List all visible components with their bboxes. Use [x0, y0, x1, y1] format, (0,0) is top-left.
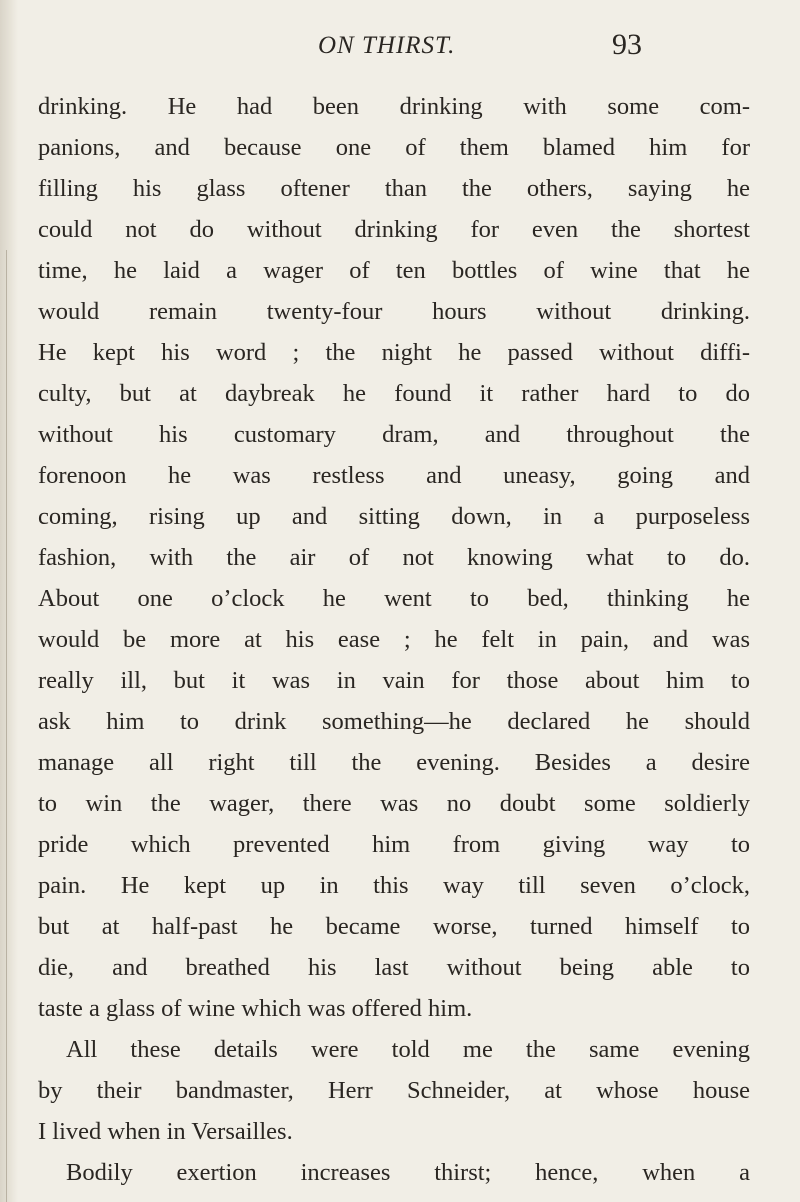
- text-line: die, and breathed his last without being able to: [38, 954, 750, 981]
- text-line: About one o’clock he went to bed, thinking he: [38, 585, 750, 612]
- text-line: forenoon he was restless and uneasy, going and: [38, 462, 750, 489]
- text-line: but at half-past he became worse, turned himself to: [38, 913, 750, 940]
- text-line: really ill, but it was in vain for those about him to: [38, 667, 750, 694]
- text-line: would be more at his ease ; he felt in pain, and was: [38, 626, 750, 653]
- text-line: without his customary dram, and throughout the: [38, 421, 750, 448]
- page-number: 93: [612, 28, 642, 61]
- text-line: by their bandmaster, Herr Schneider, at whose house: [38, 1077, 750, 1104]
- text-line: pride which prevented him from giving way to: [38, 831, 750, 858]
- binding-gutter: [0, 0, 18, 1202]
- text-line: culty, but at daybreak he found it rather hard to do: [38, 380, 750, 407]
- running-title: ON THIRST.: [318, 32, 456, 59]
- text-line: to win the wager, there was no doubt some soldierly: [38, 790, 750, 817]
- text-line: time, he laid a wager of ten bottles of wine that he: [38, 257, 750, 284]
- body-text: [38, 86, 750, 1193]
- text-line: ask him to drink something—he declared he should: [38, 708, 750, 735]
- text-line: could not do without drinking for even the shortest: [38, 216, 750, 243]
- gutter-edge-line: [6, 250, 7, 1202]
- text-line: He kept his word ; the night he passed without diffi-: [38, 339, 750, 366]
- text-line: pain. He kept up in this way till seven o’clock,: [38, 872, 750, 899]
- text-line: taste a glass of wine which was offered him.: [38, 995, 473, 1022]
- text-line: Bodily exertion increases thirst; hence, when a: [66, 1159, 750, 1186]
- text-line: coming, rising up and sitting down, in a purposeless: [38, 503, 750, 530]
- text-line: manage all right till the evening. Besides a desire: [38, 749, 750, 776]
- text-line: drinking. He had been drinking with some com-: [38, 93, 750, 120]
- text-line: would remain twenty-four hours without drinking.: [38, 298, 750, 325]
- text-line: panions, and because one of them blamed him for: [38, 134, 750, 161]
- text-line: filling his glass oftener than the others, saying he: [38, 175, 750, 202]
- text-line: All these details were told me the same evening: [66, 1036, 750, 1063]
- text-line: fashion, with the air of not knowing what to do.: [38, 544, 750, 571]
- running-head: [0, 28, 800, 68]
- text-line: I lived when in Versailles.: [38, 1118, 293, 1145]
